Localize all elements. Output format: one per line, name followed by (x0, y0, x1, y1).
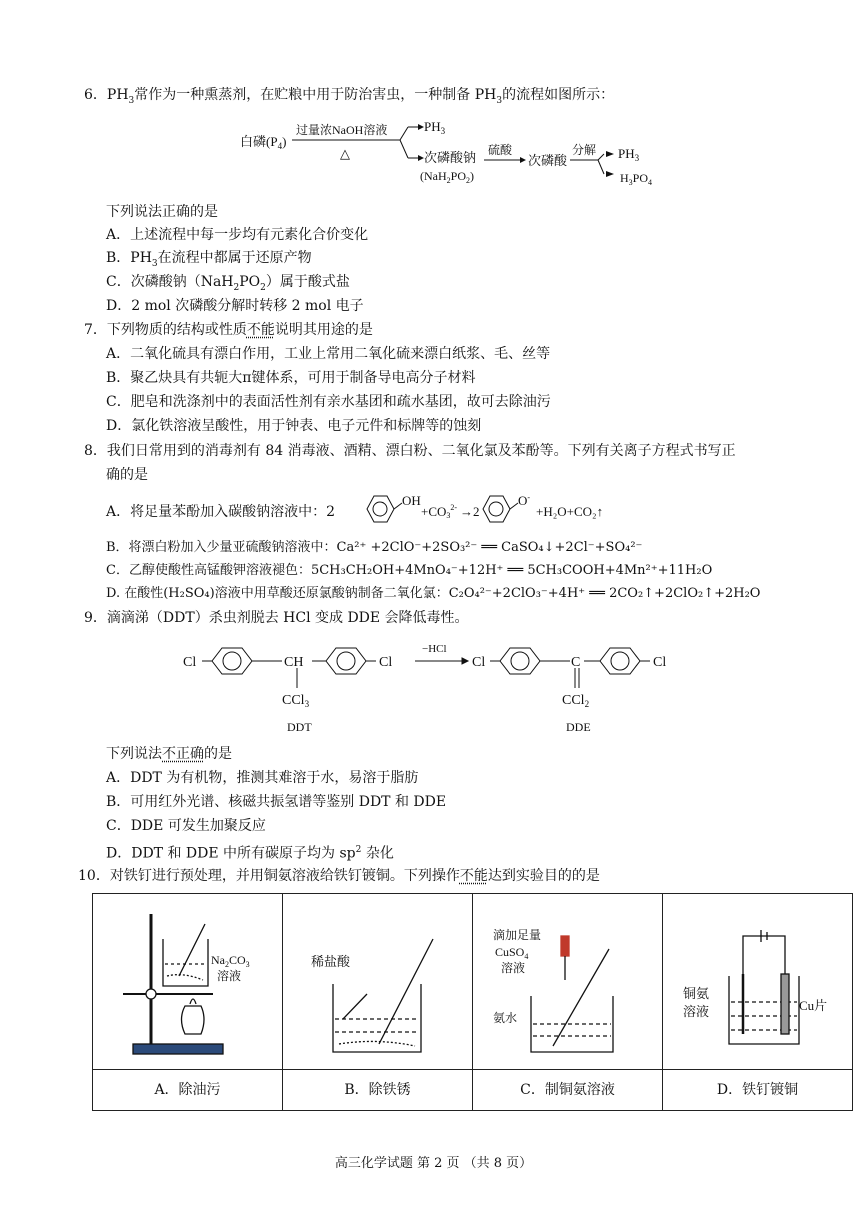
q6-stem-part: 常作为一种熏蒸剂，在贮粮中用于防治害虫，一种制备 PH (134, 87, 497, 103)
dde-ccl2: CCl$_2$ (562, 693, 590, 709)
cell-d-label2: 溶液 (683, 1004, 710, 1019)
flow-start: 白磷$(P_4)$ (240, 134, 287, 151)
apparatus-dropper-beaker (473, 894, 662, 1069)
phenol-oh: OH (402, 493, 421, 508)
cell-c-label2: CuSO$_4$ (495, 945, 529, 961)
q7-option-b: B．聚乙炔具有共轭大π键体系，可用于制备导电高分子材料 (106, 370, 476, 386)
q6-prompt: 下列说法正确的是 (106, 204, 218, 220)
cell-d-label1: 铜氨 (683, 986, 710, 1001)
q9-option-b: B．可用红外光谱、核磁共振氢谱等鉴别 DDT 和 DDE (106, 794, 447, 810)
dde-c: C (571, 655, 581, 670)
arrow-2: →2 (460, 504, 480, 519)
q6-stem-part: 的流程如图所示： (502, 87, 615, 103)
q6-stem: 6．$PH_3$常作为一种熏蒸剂，在贮粮中用于防治害虫，一种制备 $PH_3$的流程如图所示： (84, 87, 615, 106)
q6-option-a: A．上述流程中每一步均有元素化合价变化 (106, 227, 369, 243)
caption-d: D．铁钉镀铜 (663, 1070, 853, 1111)
q9-stem: 9．滴滴涕（DDT）杀虫剂脱去 HCl 变成 DDE 会降低毒性。 (84, 610, 469, 626)
ddt-cl-left: Cl (183, 655, 197, 670)
flow-product2: $H_3PO_4$ (620, 171, 653, 187)
q10-experiment-table (92, 893, 853, 1111)
phenoxide-o: O- (518, 493, 531, 508)
exp-cell-d (663, 894, 853, 1070)
q8-option-d: D. 在酸性(H₂SO₄)溶液中用草酸还原氯酸钠制备二氧化氯：C₂O₄²⁻+2ClO₃⁻+4H⁺ ══ 2CO₂↑+2ClO₂↑+2H₂O (106, 586, 761, 601)
cell-c-label4: 氨水 (493, 1011, 518, 1025)
exp-cell-b (283, 894, 473, 1070)
products: +H₂O+CO₂↑ (536, 504, 604, 519)
flow-salt-formula: $(NaH_2PO_2)$ (420, 169, 474, 185)
dde-label: DDE (566, 720, 591, 734)
carbonate: $+CO3^{2-}$ (421, 503, 458, 520)
q10-stem: 10．对铁钉进行预处理，并用铜氨溶液给铁钉镀铜。下列操作不能达到实验目的的是 (78, 868, 600, 884)
q7-option-c: C．肥皂和洗涤剂中的表面活性剂有亲水基团和疏水基团，故可去除油污 (106, 394, 551, 410)
q6-option-d: D．2 mol 次磷酸分解时转移 2 mol 电子 (106, 298, 364, 314)
q6-option-b: B．$PH_3$在流程中都属于还原产物 (106, 250, 312, 269)
q7-option-d: D．氯化铁溶液呈酸性，用于钟表、电子元件和标牌等的蚀刻 (106, 418, 482, 434)
cell-b-label: 稀盐酸 (311, 954, 351, 969)
reaction-label: −HCl (422, 643, 447, 655)
q8-option-a: A．将足量苯酚加入碳酸钠溶液中：2 (106, 504, 336, 520)
flow-product1: $PH_3$ (618, 146, 640, 163)
q9-option-a: A．DDT 为有机物，推测其难溶于水，易溶于脂肪 (106, 770, 419, 786)
caption-a: A．除油污 (93, 1070, 283, 1111)
q8-option-c: C．乙醇使酸性高锰酸钾溶液褪色：5CH₃CH₂OH+4MnO₄⁻+12H⁺ ══ 5CH₃COOH+4Mn²⁺+11H₂O (106, 563, 713, 578)
q6-stem-part: 6．PH (84, 87, 129, 103)
cell-a-label2: 溶液 (217, 969, 242, 983)
cell-d-label3: Cu片 (799, 998, 828, 1013)
cell-c-label1: 滴加足量 (493, 928, 542, 942)
flow-acid: 次磷酸 (528, 153, 568, 168)
exp-cell-c (473, 894, 663, 1070)
flow-reagent3: 分解 (572, 143, 597, 157)
flow-salt: 次磷酸钠 (424, 150, 477, 165)
page-footer: 高三化学试题 第 2 页 （共 8 页） (334, 1156, 533, 1171)
dde-cl-left: Cl (472, 655, 486, 670)
cell-a-label1: $Na_2CO_3$ (211, 953, 250, 969)
apparatus-electroplating (663, 894, 852, 1069)
q9-option-c: C．DDE 可发生加聚反应 (106, 818, 266, 834)
q6-option-c: C．次磷酸钠$(NaH_2PO_2)$属于酸式盐 (106, 274, 350, 293)
ddt-ch: CH (284, 655, 304, 670)
q8-option-b: B．将漂白粉加入少量亚硫酸钠溶液中：Ca²⁺ +2ClO⁻+2SO₃²⁻ ══ CaSO₄↓+2Cl⁻+SO₄²⁻ (106, 540, 643, 555)
flow-reagent1: 过量浓NaOH溶液 (296, 123, 388, 137)
ddt-label: DDT (287, 720, 312, 734)
q7-stem: 7．下列物质的结构或性质不能说明其用途的是 (84, 322, 373, 338)
apparatus-acid-beaker (283, 894, 472, 1069)
exp-cell-a (93, 894, 283, 1070)
ddt-cl-right: Cl (379, 655, 393, 670)
cell-c-label3: 溶液 (501, 961, 526, 975)
q7-option-a: A．二氧化硫具有漂白作用，工业上常用二氧化硫来漂白纸浆、毛、丝等 (106, 346, 551, 362)
q8-stem-line1: 8．我们日常用到的消毒剂有 84 消毒液、酒精、漂白粉、二氧化氯及苯酚等。下列有关离子方程式书写正 (84, 443, 736, 459)
caption-b: B．除铁锈 (283, 1070, 473, 1111)
caption-c: C．制铜氨溶液 (473, 1070, 663, 1111)
ddt-ccl3: CCl$_3$ (282, 693, 310, 709)
flow-ph3: $PH_3$ (424, 119, 446, 136)
q9-prompt: 下列说法不正确的是 (106, 746, 232, 762)
flow-heat: △ (340, 146, 350, 161)
q8-stem-line2: 确的是 (106, 467, 148, 483)
q9-option-d: D．DDT 和 DDE 中所有碳原子均为 $sp^2$ 杂化 (106, 845, 394, 862)
apparatus-heating-beaker (93, 894, 282, 1069)
dde-cl-right: Cl (653, 655, 667, 670)
flow-reagent2: 硫酸 (488, 143, 513, 157)
